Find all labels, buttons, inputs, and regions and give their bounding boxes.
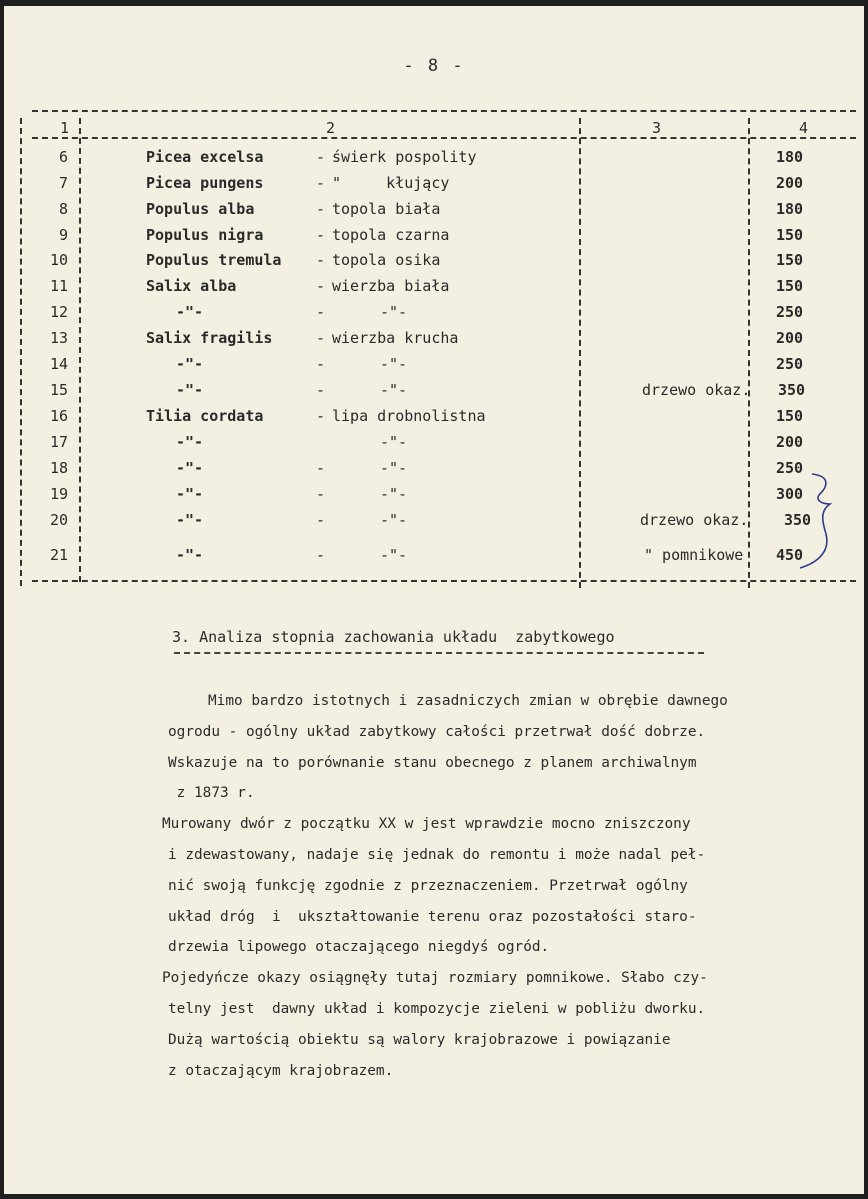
column-divider-2 [579,118,581,588]
latin-name: -"- [176,303,204,321]
row-number: 19 [49,485,68,503]
row-dash: - [316,303,326,321]
row-number: 9 [58,226,68,244]
latin-name: Populus alba [146,200,255,218]
row-number: 12 [49,303,68,321]
table-header-1: 1 [60,119,70,137]
polish-name: -"- [380,511,408,529]
latin-name: -"- [176,546,204,564]
latin-name: Populus tremula [146,251,282,269]
polish-name: lipa drobnolistna [332,407,486,425]
polish-name: wierzba biała [332,277,450,295]
polish-name: wierzba krucha [332,329,459,347]
row-number: 8 [58,200,68,218]
latin-name: -"- [176,433,204,451]
section-title: 3. Analiza stopnia zachowania układu zabytkowego [172,628,615,646]
polish-name: topola biała [332,200,441,218]
row-number: 7 [58,174,68,192]
polish-name: -"- [380,459,408,477]
row-value: 150 [776,407,804,425]
section-title-underline [174,652,704,654]
table-bottom-rule [32,580,856,582]
text-line: układ dróg i ukształtowanie terenu oraz pozostałości staro- [168,908,697,925]
text-line: nić swoją funkcję zgodnie z przeznaczeniem. Przetrwał ogólny [168,877,688,894]
row-value: 350 [778,381,806,399]
body-text [162,686,858,1086]
text-line: Murowany dwór z początku XX w jest wprawdzie mocno zniszczony [162,816,691,833]
row-dash: - [316,277,326,295]
table-left-border [20,118,22,586]
row-dash: - [316,485,326,503]
row-value: 200 [776,433,804,451]
document-page [4,6,864,1194]
row-dash: - [316,355,326,373]
latin-name: Salix fragilis [146,329,273,347]
row-note: drzewo okaz. [640,511,749,529]
row-dash: - [316,226,326,244]
row-number: 6 [58,148,68,166]
polish-name: -"- [380,433,408,451]
polish-name: " kłujący [332,174,450,192]
row-number: 20 [49,511,68,529]
table-top-rule [32,110,856,112]
polish-name: -"- [380,355,408,373]
row-dash: - [316,329,326,347]
latin-name: -"- [176,355,204,373]
latin-name: -"- [176,511,204,529]
row-dash: - [316,381,326,399]
table-header-rule [32,137,856,139]
polish-name: -"- [380,381,408,399]
polish-name: -"- [380,546,408,564]
row-number: 16 [49,407,68,425]
row-number: 11 [49,277,68,295]
text-line: telny jest dawny układ i kompozycje zieleni w pobliżu dworku. [168,1000,706,1017]
row-dash: - [316,546,326,564]
row-dash: - [316,200,326,218]
column-divider-1 [79,118,81,582]
row-note: drzewo okaz. [642,381,751,399]
text-line: ogrodu - ogólny układ zabytkowy całości przetrwał dość dobrze. [168,723,706,740]
row-value: 200 [776,174,804,192]
row-value: 150 [776,277,804,295]
text-line: i zdewastowany, nadaje się jednak do remontu i może nadal peł- [168,846,706,863]
row-value: 180 [776,200,804,218]
table-header-4: 4 [799,119,809,137]
row-dash: - [316,459,326,477]
row-value: 250 [776,355,804,373]
polish-name: -"- [380,303,408,321]
latin-name: Populus nigra [146,226,264,244]
row-number: 21 [49,546,68,564]
row-number: 17 [49,433,68,451]
row-number: 14 [49,355,68,373]
text-line: drzewia lipowego otaczającego niegdyś ogród. [168,939,550,956]
row-dash: - [316,174,326,192]
text-line: Dużą wartością obiektu są walory krajobrazowe i powiązanie [168,1031,671,1048]
row-dash: - [316,251,326,269]
row-value: 300 [776,485,804,503]
text-line: z otaczającym krajobrazem. [168,1062,394,1079]
latin-name: Picea pungens [146,174,264,192]
row-number: 10 [49,251,68,269]
page-number: - 8 - [403,56,465,76]
text-line: Mimo bardzo istotnych i zasadniczych zmian w obrębie dawnego [208,693,728,709]
row-value: 350 [784,511,812,529]
row-value: 180 [776,148,804,166]
polish-name: -"- [380,485,408,503]
row-dash: - [316,148,326,166]
row-dash: - [316,407,326,425]
row-value: 150 [776,251,804,269]
row-number: 13 [49,329,68,347]
latin-name: Salix alba [146,277,237,295]
row-dash: - [316,511,326,529]
latin-name: Tilia cordata [146,407,264,425]
row-value: 200 [776,329,804,347]
polish-name: świerk pospolity [332,148,477,166]
text-line: Pojedyńcze okazy osiągnęły tutaj rozmiary pomnikowe. Słabo czy- [162,970,708,987]
row-note: " pomnikowe [644,546,744,564]
row-number: 18 [49,459,68,477]
latin-name: -"- [176,381,204,399]
polish-name: topola czarna [332,226,450,244]
polish-name: topola osika [332,251,441,269]
row-value: 250 [776,459,804,477]
latin-name: -"- [176,485,204,503]
latin-name: Picea excelsa [146,148,264,166]
table-header-3: 3 [652,119,662,137]
row-value: 250 [776,303,804,321]
latin-name: -"- [176,459,204,477]
row-value: 150 [776,226,804,244]
text-line: z 1873 r. [168,785,255,802]
row-value: 450 [776,546,804,564]
row-number: 15 [49,381,68,399]
text-line: Wskazuje na to porównanie stanu obecnego z planem archiwalnym [168,754,697,771]
table-header-2: 2 [326,119,336,137]
